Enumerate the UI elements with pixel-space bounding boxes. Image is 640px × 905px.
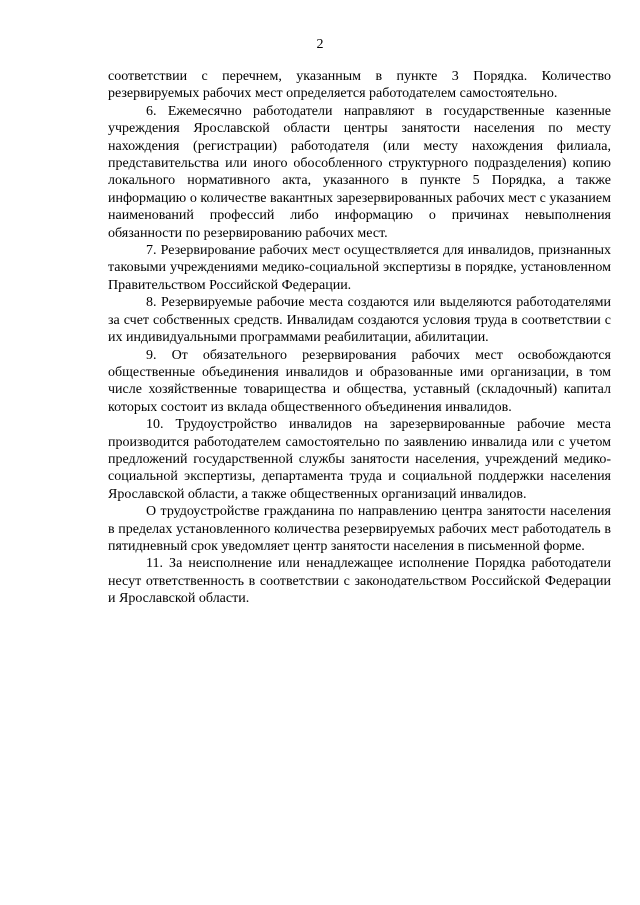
paragraph-8: 8. Резервируемые рабочие места создаются или выделяются работодателями за счет собственных средств. Инвалидам создаются условия труда в соответствии с их индивидуальными программами реабилитации, абилитации. [108,295,611,346]
paragraph-9: 9. От обязательного резервирования рабочих мест освобождаются общественные объединения инвалидов и образованные ими организации, в том числе хозяйственные товарищества и общества, уставный (складочный) капитал которых состоит из вклада общественного объединения инвалидов. [108,347,611,415]
paragraph-10: 10. Трудоустройство инвалидов на зарезервированные рабочие места производится работодателем самостоятельно по заявлению инвалида или с учетом предложений государственной службы занятости населения, учреждений медико-социальной экспертизы, департамента труда и социальной поддержки населения Ярославской области, а также общественных организаций инвалидов. [108,417,611,502]
paragraph-7: 7. Резервирование рабочих мест осуществляется для инвалидов, признанных таковыми учреждениями медико-социальной экспертизы в порядке, установленном Правительством Российской Федерации. [108,243,611,293]
paragraph-5-continuation: соответствии с перечнем, указанным в пункте 3 Порядка. Количество резервируемых рабочих мест определяется работодателем самостоятельно. [108,69,611,102]
paragraph-10-employment-notice: О трудоустройстве гражданина по направлению центра занятости населения в пределах установленного количества резервируемых рабочих мест работодатель в пятидневный срок уведомляет центр занятости населения в письменной форме. [108,504,611,554]
document-body [108,68,611,608]
page-number: 2 [316,37,324,52]
paragraph-6: 6. Ежемесячно работодатели направляют в государственные казенные учреждения Ярославской области центры занятости населения по месту нахождения (регистрации) работодателя (или месту нахождения филиала, представительства или иного обособленного структурного подразделения) копию локального нормативного акта, указанного в пункте 5 Порядка, а также информацию о количестве вакантных зарезервированных рабочих мест с указанием наименований профессий либо информацию о причинах невыполнения обязанности по резервированию рабочих мест. [108,103,611,241]
paragraph-11: 11. За неисполнение или ненадлежащее исполнение Порядка работодатели несут ответственность в соответствии с законодательством Российской Федерации и Ярославской области. [108,556,611,607]
